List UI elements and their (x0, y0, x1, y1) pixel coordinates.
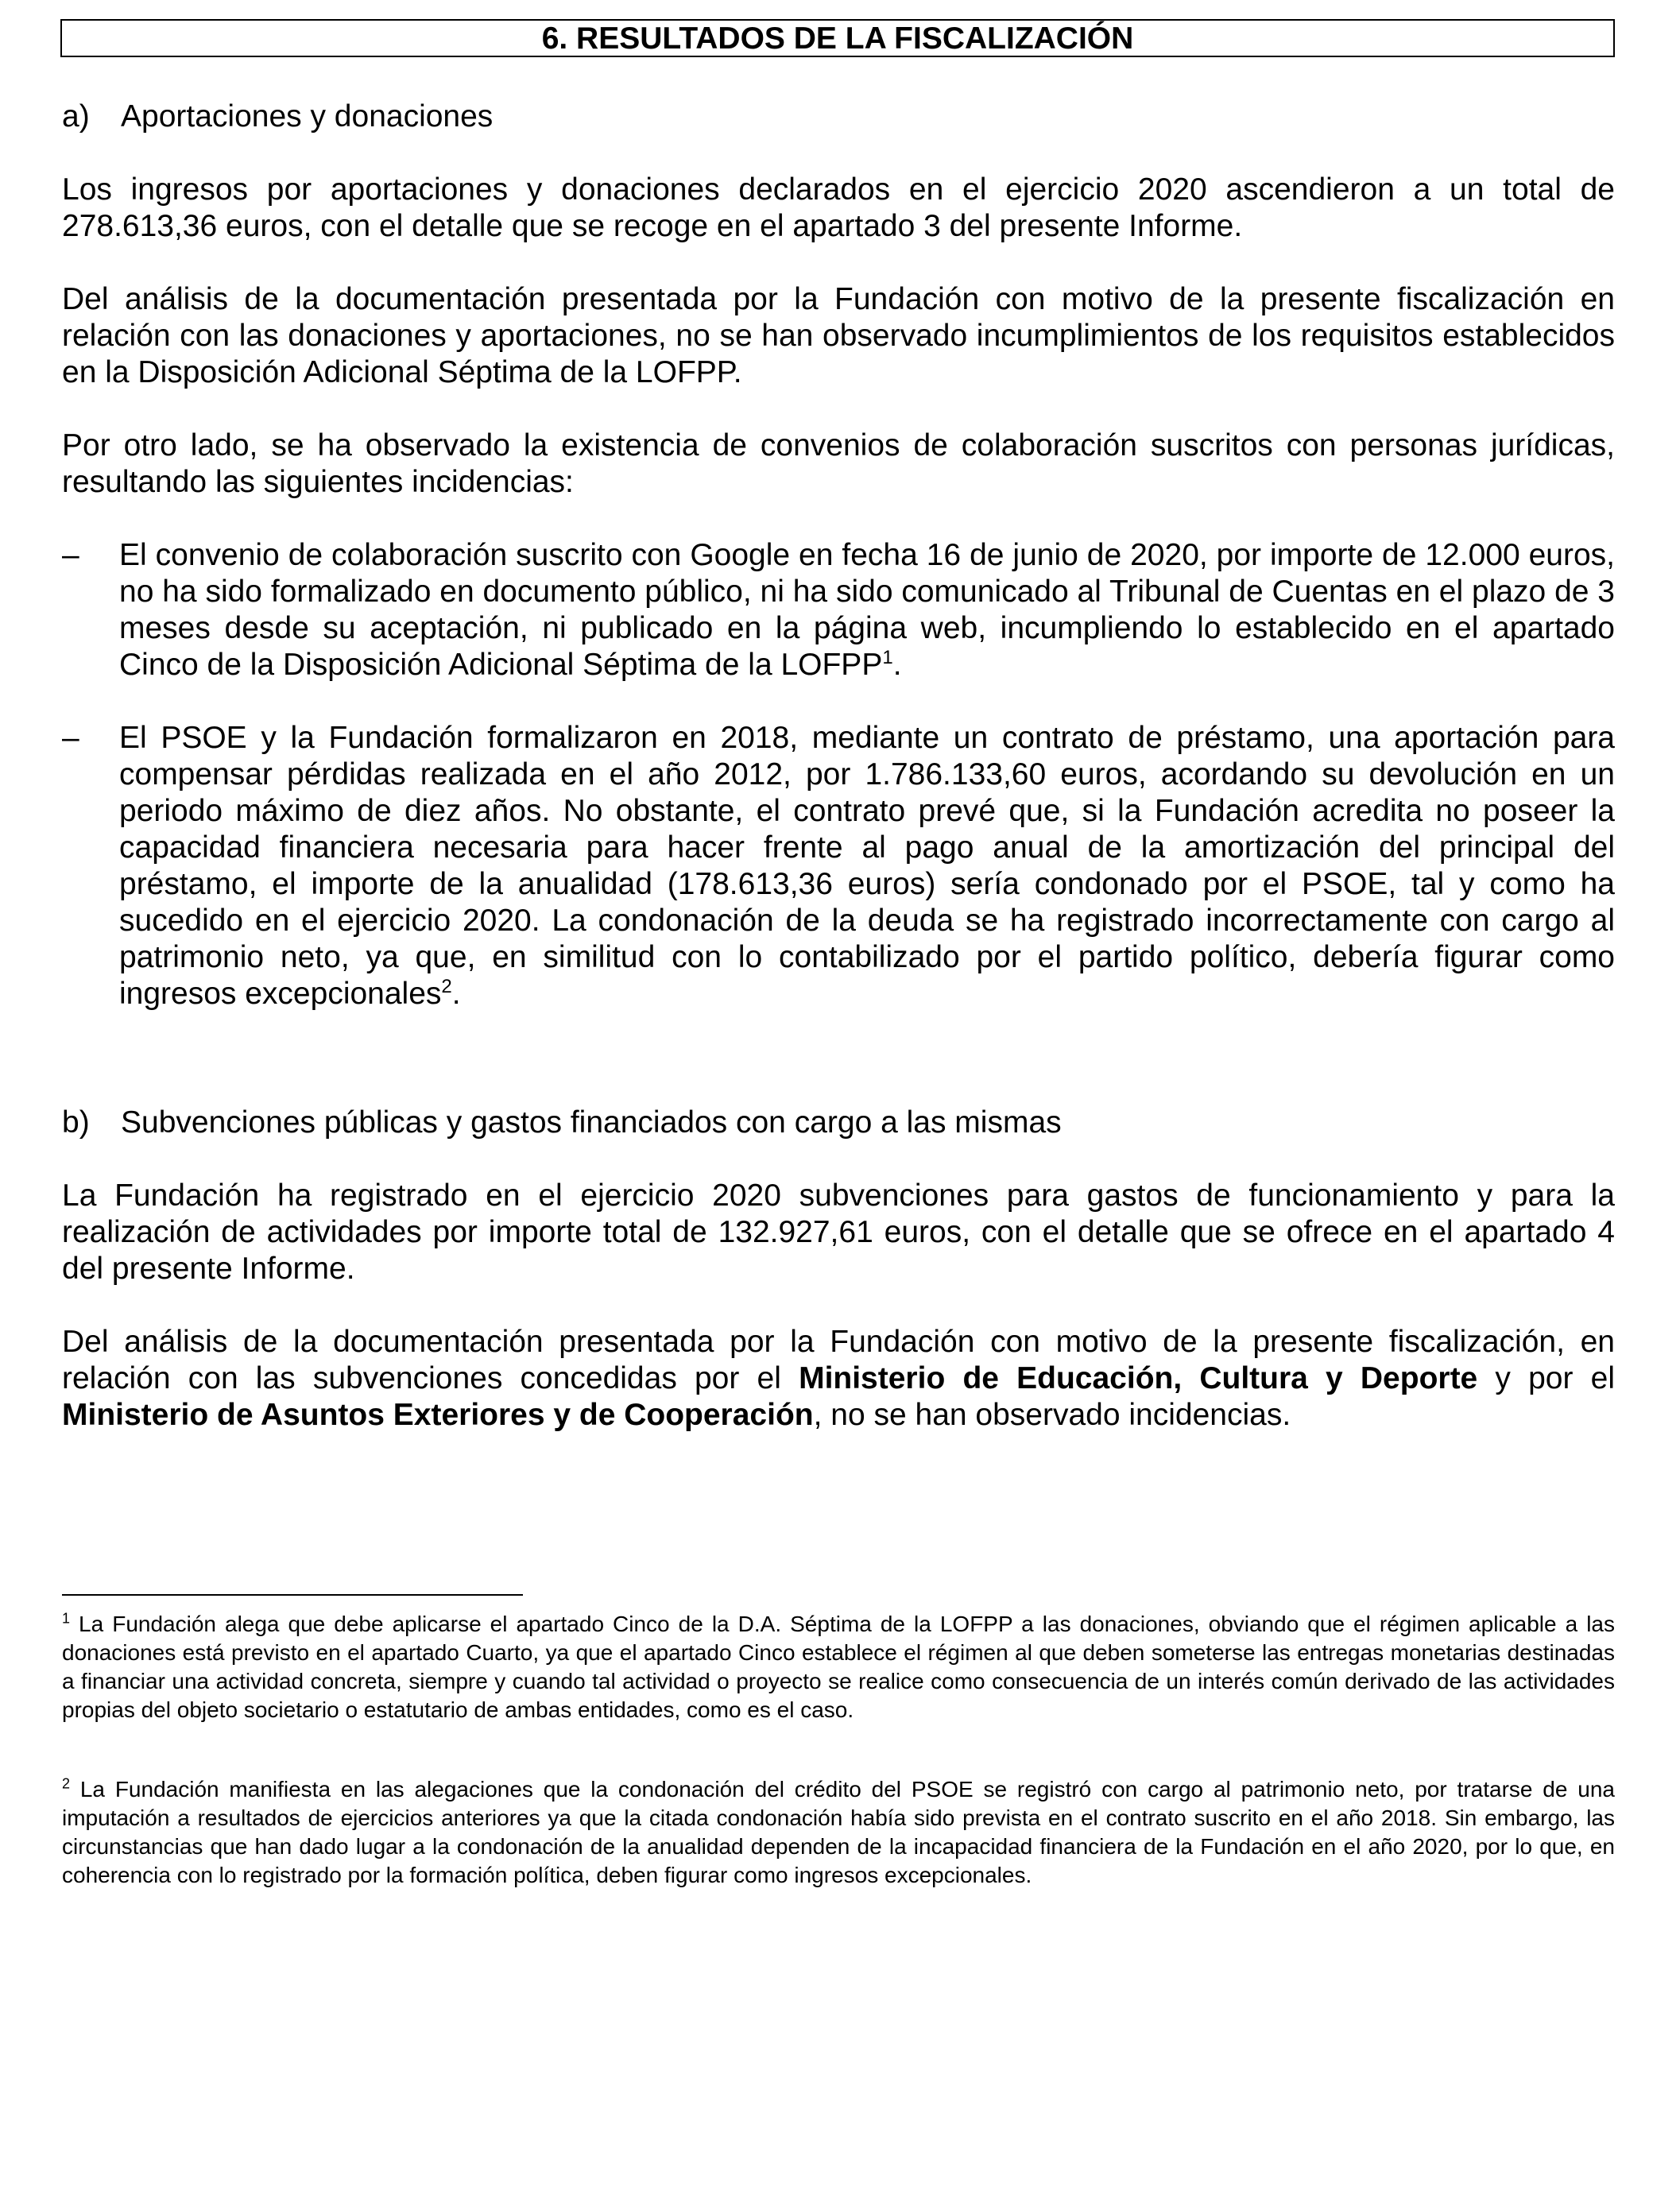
bullet-text: El PSOE y la Fundación formalizaron en 2018, mediante un contrato de préstamo, una aportación para compensar pérdidas realizada en el año 2012, por 1.786.133,60 euros, acordando su devolución en un periodo máximo de diez años. No obstante, el contrato prevé que, si la Fundación acredita no poseer la capacidad financiera necesaria para hacer frente al pago anual de la amortización del principal del préstamo, el importe de la anualidad (178.613,36 euros) sería condonado por el PSOE, tal y como ha sucedido en el ejercicio 2020. La condonación de la deuda se ha registrado incorrectamente con cargo al patrimonio neto, ya que, en similitud con lo contabilizado por el partido político, debería figurar como ingresos excepcionales$^2$. (119, 721, 1615, 1011)
ministry-foreign-affairs: Ministerio de Asuntos Exteriores y de Cooperación (62, 1398, 814, 1432)
bullet-dash: – (62, 721, 79, 755)
section-a-title: Aportaciones y donaciones (121, 99, 494, 134)
section-a-paragraph-2: Del análisis de la documentación presentada por la Fundación con motivo de la presente fiscalización en relación con las donaciones y aportaciones, no se han observado incumplimientos de los requisitos establecidos en la Disposición Adicional Séptima de la LOFPP. (62, 282, 1615, 389)
footnote-ref-2: 2 (441, 976, 452, 997)
footnote-1: $^1$ La Fundación alega que debe aplicarse el apartado Cinco de la D.A. Séptima de la LOFPP a las donaciones, obviando que el régimen aplicable a las donaciones está previsto en el apartado Cuarto, ya que el apartado Cinco establece el régimen al que deben someterse las entregas monetarias destinadas a financiar una actividad concreta, siempre y cuando tal actividad o proyecto se realice como consecuencia de un interés común derivado de las actividades propias del objeto societario o estatutario de ambas entidades, como es el caso. (62, 1610, 1615, 1722)
footnote-separator (62, 1594, 523, 1596)
list-item (62, 720, 1615, 1012)
section-b-letter: b) (62, 1105, 90, 1140)
section-a-heading (62, 99, 1615, 135)
footnote-2: $^2$ La Fundación manifiesta en las alegaciones que la condonación del crédito del PSOE se registró con cargo al patrimonio neto, por tratarse de una imputación a resultados de ejercicios anteriores ya que la citada condonación había sido prevista en el contrato suscrito en el año 2018. Sin embargo, las circunstancias que han dado lugar a la condonación de la anualidad dependen de la incapacidad financiera de la Fundación en el año 2020, por lo que, en coherencia con lo registrado por la formación política, deben figurar como ingresos excepcionales. (62, 1775, 1615, 1887)
section-a-paragraph-1: Los ingresos por aportaciones y donaciones declarados en el ejercicio 2020 ascendieron a un total de 278.613,36 euros, con el detalle que se recoge en el apartado 3 del presente Informe. (62, 172, 1615, 243)
list-item (62, 537, 1615, 683)
section-a-paragraph-3: Por otro lado, se ha observado la existencia de convenios de colaboración suscritos con personas jurídicas, resultando las siguientes incidencias: (62, 428, 1615, 499)
bullet-text: El convenio de colaboración suscrito con Google en fecha 16 de junio de 2020, por importe de 12.000 euros, no ha sido formalizado en documento público, ni ha sido comunicado al Tribunal de Cuentas en el plazo de 3 meses desde su aceptación, ni publicado en la página web, incumpliendo lo establecido en el apartado Cinco de la Disposición Adicional Séptima de la LOFPP$^1$. (119, 538, 1615, 682)
section-b-paragraph-2: Del análisis de la documentación presentada por la Fundación con motivo de la presente fiscalización, en relación con las subvenciones concedidas por el Ministerio de Educación, Cultura y Deporte y por el Ministerio de Asuntos Exteriores y de Cooperación, no se han observado incidencias. (62, 1325, 1615, 1432)
section-title: 6. RESULTADOS DE LA FISCALIZACIÓN (60, 19, 1615, 57)
bullet-dash: – (62, 538, 79, 572)
ministry-education: Ministerio de Educación, Cultura y Deporte (799, 1361, 1478, 1395)
footnote-ref-1: 1 (882, 647, 893, 668)
section-b-paragraph-1: La Fundación ha registrado en el ejercicio 2020 subvenciones para gastos de funcionamiento y para la realización de actividades por importe total de 132.927,61 euros, con el detalle que se ofrece en el apartado 4 del presente Informe. (62, 1178, 1615, 1286)
section-a-letter: a) (62, 99, 90, 134)
section-b-heading (62, 1105, 1615, 1141)
section-b-title: Subvenciones públicas y gastos financiados con cargo a las mismas (121, 1105, 1062, 1140)
